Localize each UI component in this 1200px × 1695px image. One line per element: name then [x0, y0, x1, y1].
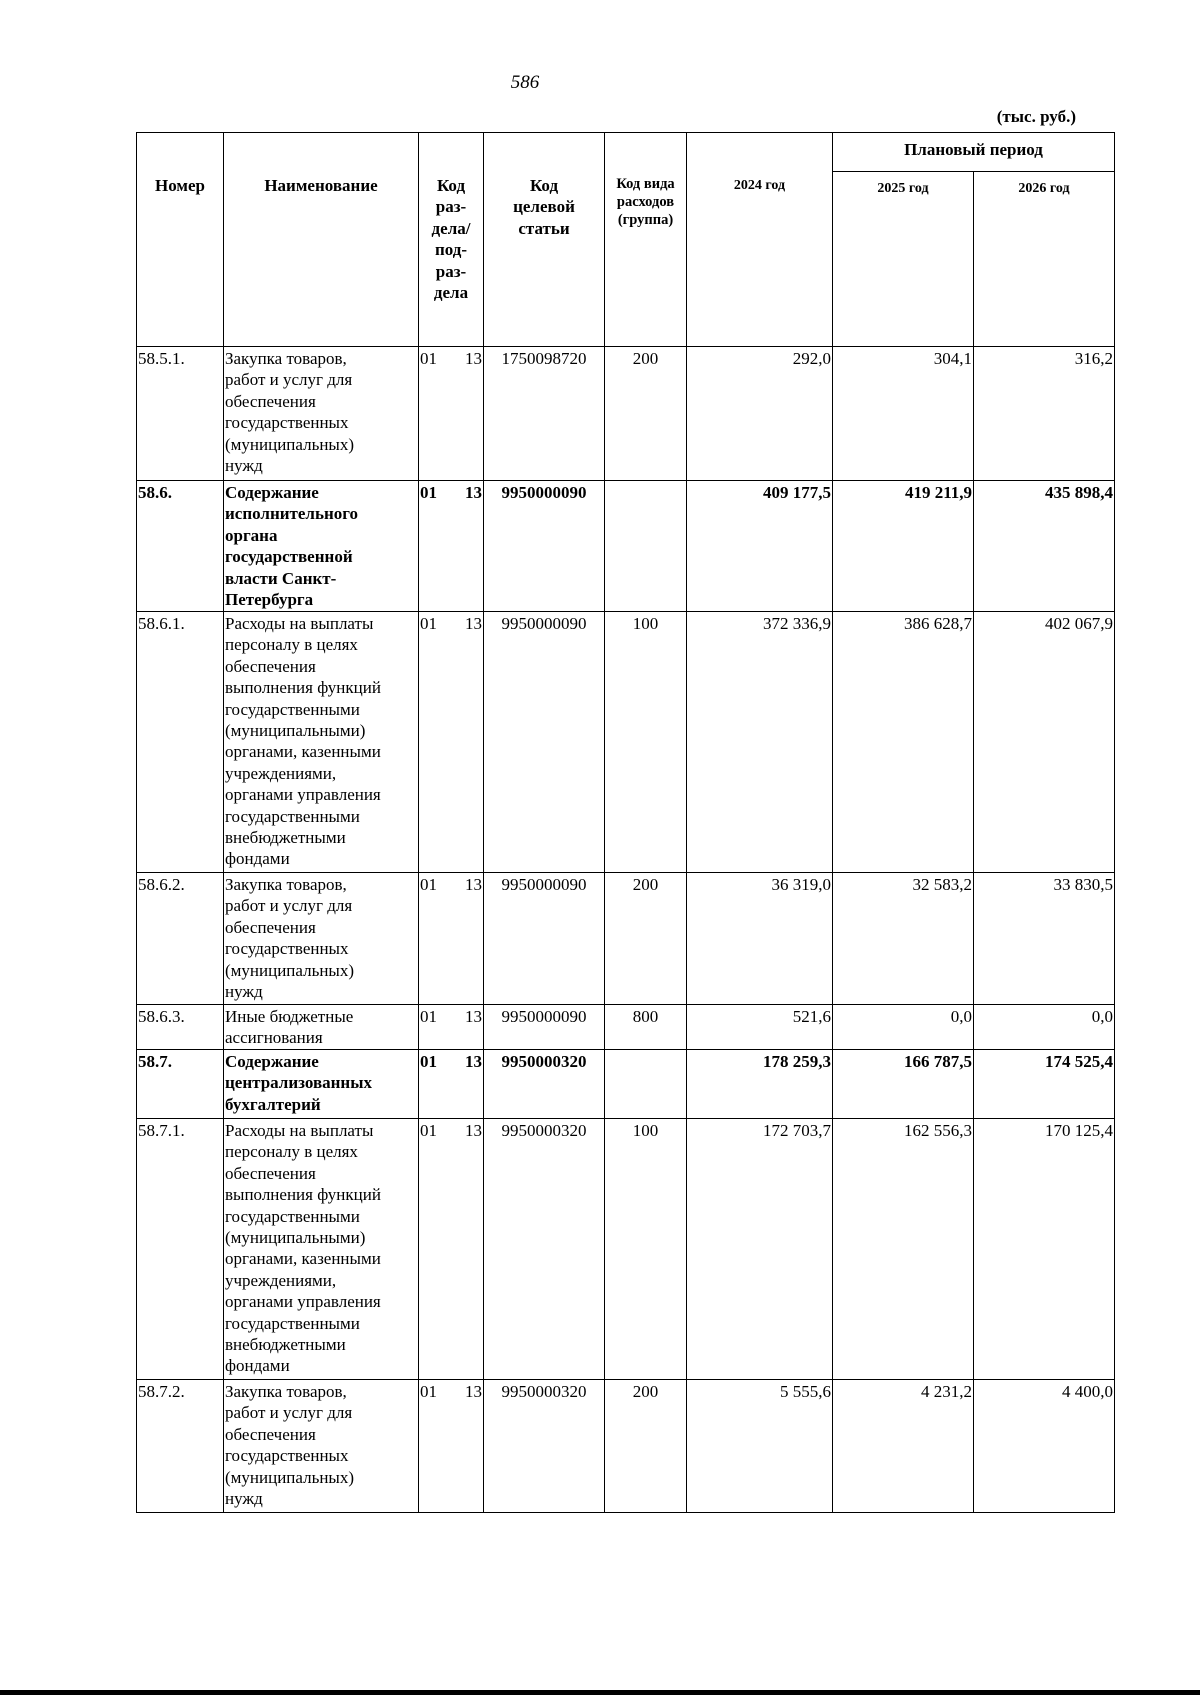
row-target-code: 9950000090 [484, 481, 605, 612]
row-name [224, 612, 419, 873]
row-name-line: ассигнования [225, 1028, 323, 1048]
row-value-2024: 36 319,0 [687, 873, 833, 1005]
row-value-2026: 33 830,5 [974, 873, 1115, 1005]
row-name-line: государственными [225, 1313, 360, 1333]
row-value-2024: 172 703,7 [687, 1119, 833, 1380]
row-value-2026: 435 898,4 [974, 481, 1115, 612]
row-name-line: обеспечения [225, 656, 316, 676]
section-code: 01 [420, 875, 437, 894]
section-code: 01 [420, 483, 437, 502]
row-name [224, 1380, 419, 1513]
header-target-code: Код целевой статьи [484, 133, 605, 347]
subsection-code: 13 [465, 1121, 482, 1140]
row-expense-type: 800 [605, 1005, 687, 1050]
header-name: Наименование [224, 133, 419, 347]
row-name-line: персоналу в целях [225, 635, 358, 655]
header-section-code: Код раз- дела/ под- раз- дела [419, 133, 484, 347]
row-name-line: Содержание [225, 1052, 319, 1071]
table-row [137, 1380, 1115, 1513]
row-name-line: (муниципальных) [225, 1467, 355, 1487]
row-section-code [419, 481, 484, 612]
row-value-2024: 372 336,9 [687, 612, 833, 873]
table-row [137, 1050, 1115, 1119]
row-name-line: нужд [225, 1489, 263, 1509]
subsection-code: 13 [465, 875, 482, 894]
row-value-2026: 0,0 [974, 1005, 1115, 1050]
row-value-2026: 316,2 [974, 347, 1115, 481]
row-target-code: 9950000320 [484, 1119, 605, 1380]
row-name-line: (муниципальными) [225, 721, 366, 741]
row-name-line: органами управления [225, 1292, 381, 1312]
subsection-code: 13 [465, 1007, 482, 1026]
row-name-line: (муниципальными) [225, 1228, 366, 1248]
row-number: 58.7. [137, 1050, 224, 1119]
table-row [137, 1005, 1115, 1050]
row-value-2024: 521,6 [687, 1005, 833, 1050]
row-value-2025: 419 211,9 [833, 481, 974, 612]
row-name-line: органами, казенными [225, 742, 381, 762]
row-number: 58.6.2. [137, 873, 224, 1005]
row-value-2026: 170 125,4 [974, 1119, 1115, 1380]
section-code: 01 [420, 349, 437, 368]
row-name-line: Закупка товаров, [225, 1382, 347, 1401]
table-row [137, 612, 1115, 873]
row-section-code [419, 1005, 484, 1050]
row-name-line: государственных [225, 1446, 349, 1466]
row-name-line: внебюджетными [225, 828, 346, 848]
section-code: 01 [420, 1007, 437, 1026]
row-name-line: бухгалтерий [225, 1094, 321, 1114]
row-name-line: Расходы на выплаты [225, 1121, 374, 1140]
row-expense-type: 200 [605, 873, 687, 1005]
row-name-line: персоналу в целях [225, 1142, 358, 1162]
row-value-2024: 409 177,5 [687, 481, 833, 612]
row-section-code [419, 612, 484, 873]
row-name-line: государственными [225, 699, 360, 719]
row-name-line: Закупка товаров, [225, 875, 347, 894]
row-name [224, 481, 419, 612]
row-section-code [419, 347, 484, 481]
row-name-line: Расходы на выплаты [225, 614, 374, 633]
row-value-2026: 174 525,4 [974, 1050, 1115, 1119]
row-name-line: внебюджетными [225, 1335, 346, 1355]
subsection-code: 13 [465, 349, 482, 368]
table-row [137, 347, 1115, 481]
row-name [224, 873, 419, 1005]
header-expense-type: Код вида расходов (группа) [605, 133, 687, 347]
row-name-line: нужд [225, 982, 263, 1002]
row-name-line: Петербурга [225, 590, 314, 610]
row-name-line: органами, казенными [225, 1249, 381, 1269]
row-name-line: Содержание [225, 483, 319, 502]
table-row [137, 481, 1115, 612]
row-name-line: Иные бюджетные [225, 1007, 354, 1026]
row-value-2025: 0,0 [833, 1005, 974, 1050]
row-target-code: 9950000090 [484, 873, 605, 1005]
row-name-line: власти Санкт- [225, 568, 337, 588]
row-value-2024: 178 259,3 [687, 1050, 833, 1119]
row-value-2025: 304,1 [833, 347, 974, 481]
row-name-line: работ и услуг для [225, 896, 353, 916]
row-name-line: централизованных [225, 1073, 372, 1093]
row-name-line: государственными [225, 806, 360, 826]
section-code: 01 [420, 614, 437, 633]
subsection-code: 13 [465, 614, 482, 633]
subsection-code: 13 [465, 1052, 482, 1071]
row-section-code [419, 1119, 484, 1380]
row-expense-type [605, 481, 687, 612]
row-value-2026: 4 400,0 [974, 1380, 1115, 1513]
row-name-line: (муниципальных) [225, 960, 355, 980]
row-name [224, 1119, 419, 1380]
row-name-line: учреждениями, [225, 763, 337, 783]
row-expense-type: 100 [605, 1119, 687, 1380]
page-bottom-border [0, 1690, 1200, 1695]
row-expense-type: 200 [605, 347, 687, 481]
table-row [137, 873, 1115, 1005]
subsection-code: 13 [465, 1382, 482, 1401]
row-target-code: 9950000090 [484, 612, 605, 873]
row-name-line: государственной [225, 547, 353, 567]
row-name-line: фондами [225, 849, 290, 869]
row-value-2026: 402 067,9 [974, 612, 1115, 873]
row-name [224, 1050, 419, 1119]
row-name-line: государственных [225, 939, 349, 959]
row-name-line: выполнения функций [225, 1185, 381, 1205]
row-name-line: фондами [225, 1356, 290, 1376]
row-name-line: обеспечения [225, 917, 316, 937]
header-year-2024: 2024 год [687, 133, 833, 347]
row-value-2025: 166 787,5 [833, 1050, 974, 1119]
row-expense-type [605, 1050, 687, 1119]
row-number: 58.6.3. [137, 1005, 224, 1050]
row-name-line: государственных [225, 413, 349, 433]
row-section-code [419, 873, 484, 1005]
row-name-line: обеспечения [225, 391, 316, 411]
row-name-line: нужд [225, 456, 263, 476]
section-code: 01 [420, 1121, 437, 1140]
row-expense-type: 200 [605, 1380, 687, 1513]
row-number: 58.6. [137, 481, 224, 612]
row-section-code [419, 1380, 484, 1513]
row-number: 58.5.1. [137, 347, 224, 481]
row-name-line: работ и услуг для [225, 1403, 353, 1423]
row-name-line: учреждениями, [225, 1270, 337, 1290]
row-value-2025: 386 628,7 [833, 612, 974, 873]
header-year-2025: 2025 год [833, 172, 974, 347]
header-planned-period: Плановый период [833, 133, 1115, 172]
units-label: (тыс. руб.) [996, 107, 1076, 126]
row-number: 58.7.1. [137, 1119, 224, 1380]
row-value-2024: 5 555,6 [687, 1380, 833, 1513]
header-number: Номер [137, 133, 224, 347]
row-name-line: (муниципальных) [225, 434, 355, 454]
subsection-code: 13 [465, 483, 482, 502]
row-target-code: 9950000090 [484, 1005, 605, 1050]
row-target-code: 9950000320 [484, 1380, 605, 1513]
row-name-line: Закупка товаров, [225, 349, 347, 368]
row-name-line: обеспечения [225, 1163, 316, 1183]
row-name [224, 347, 419, 481]
row-number: 58.7.2. [137, 1380, 224, 1513]
row-name [224, 1005, 419, 1050]
row-section-code [419, 1050, 484, 1119]
row-expense-type: 100 [605, 612, 687, 873]
row-value-2024: 292,0 [687, 347, 833, 481]
section-code: 01 [420, 1382, 437, 1401]
row-name-line: выполнения функций [225, 678, 381, 698]
row-name-line: государственными [225, 1206, 360, 1226]
row-name-line: обеспечения [225, 1424, 316, 1444]
row-value-2025: 4 231,2 [833, 1380, 974, 1513]
table-row [137, 1119, 1115, 1380]
row-name-line: работ и услуг для [225, 370, 353, 390]
row-number: 58.6.1. [137, 612, 224, 873]
row-name-line: органа [225, 525, 278, 545]
row-value-2025: 162 556,3 [833, 1119, 974, 1380]
row-name-line: исполнительного [225, 504, 359, 524]
row-name-line: органами управления [225, 785, 381, 805]
row-target-code: 9950000320 [484, 1050, 605, 1119]
row-target-code: 1750098720 [484, 347, 605, 481]
section-code: 01 [420, 1052, 437, 1071]
budget-table [136, 132, 1115, 1513]
page-number: 586 [510, 72, 540, 93]
row-value-2025: 32 583,2 [833, 873, 974, 1005]
header-year-2026: 2026 год [974, 172, 1115, 347]
